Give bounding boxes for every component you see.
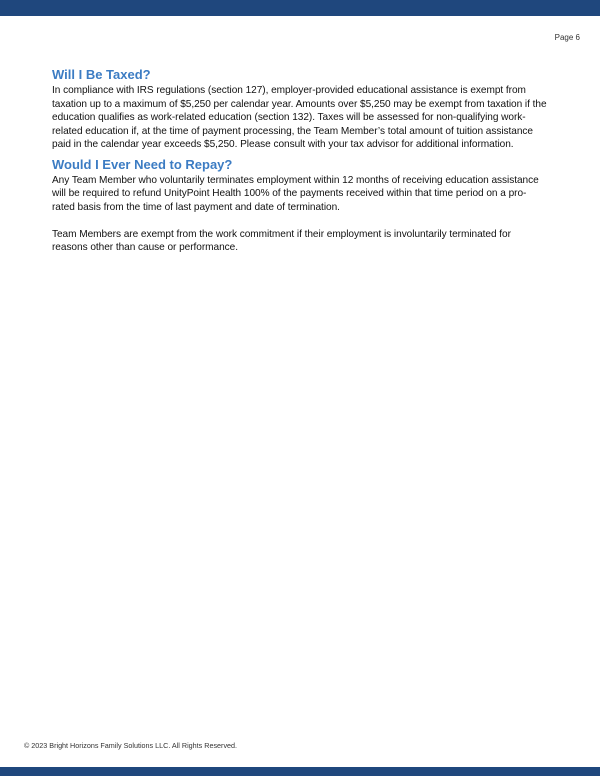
section-heading-repay: Would I Ever Need to Repay?: [52, 156, 233, 172]
page-number: Page 6: [554, 33, 580, 42]
footer-band: [0, 767, 600, 776]
section-paragraph-exempt: Team Members are exempt from the work commitment if their employment is involuntarily terminated for reasons other than cause or performance.: [52, 228, 511, 253]
section-heading-taxed: Will I Be Taxed?: [52, 67, 151, 82]
section-paragraph-repay: Any Team Member who voluntarily terminates employment within 12 months of receiving education assistance will be required to refund UnityPoint Health 100% of the payments received within that time period on a pro-rated basis from the time of last payment and date of termination.: [52, 174, 539, 213]
document-body: [52, 66, 548, 255]
footer-copyright: © 2023 Bright Horizons Family Solutions LLC. All Rights Reserved.: [24, 741, 238, 750]
header-band: [0, 0, 600, 16]
section-paragraph-taxed: In compliance with IRS regulations (section 127), employer-provided educational assistance is exempt from taxation up to a maximum of $5,250 per calendar year. Amounts over $5,250 may be exempt from taxation if the education qualifies as work-related education (section 132). Taxes will be assessed for non-qualifying work-related education if, at the time of payment processing, the Team Member’s total amount of tuition assistance paid in the calendar year exceeds $5,250. Please consult with your tax advisor for additional information.: [52, 85, 547, 150]
